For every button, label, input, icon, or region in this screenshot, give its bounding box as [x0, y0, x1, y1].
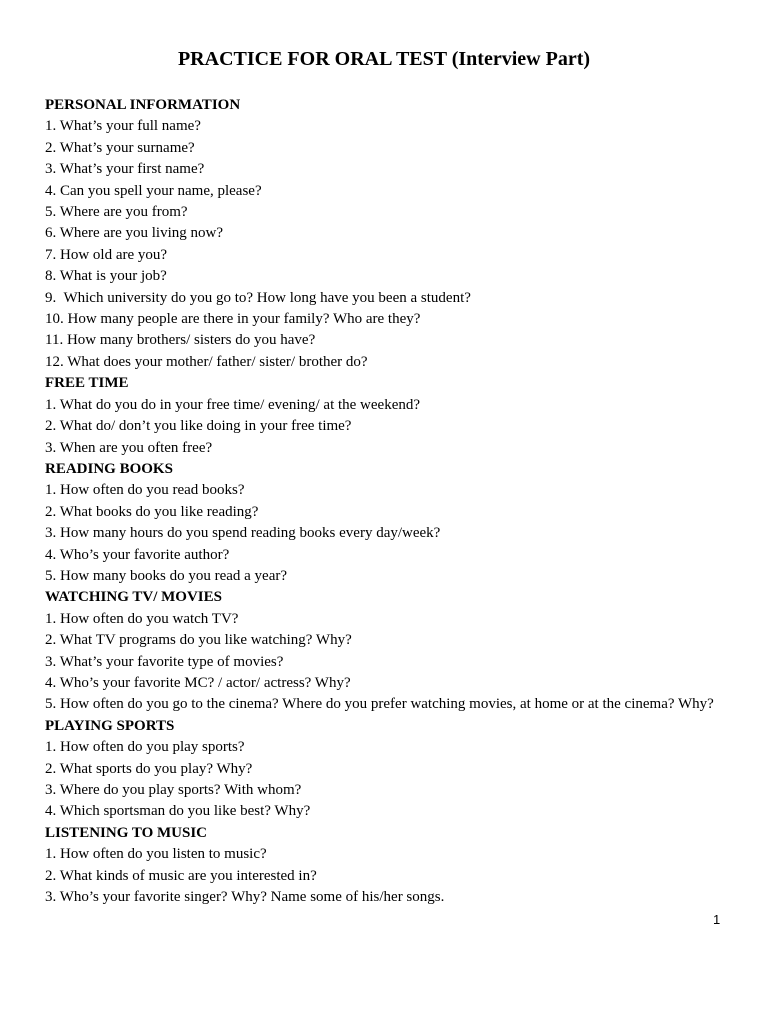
question-item: 1. What do you do in your free time/ evening/ at the weekend?: [45, 396, 421, 413]
question-item: 4. Which sportsman do you like best? Why?: [45, 803, 311, 820]
question-item: 3. What’s your first name?: [45, 161, 205, 178]
question-item: 3. How many hours do you spend reading books every day/week?: [45, 525, 441, 542]
section-heading: LISTENING TO MUSIC: [45, 824, 207, 841]
question-item: 1. How often do you play sports?: [45, 739, 245, 756]
question-item: 1. How often do you watch TV?: [45, 610, 239, 627]
question-item: 1. How often do you listen to music?: [45, 846, 267, 863]
question-item: 2. What kinds of music are you interested in?: [45, 867, 317, 884]
question-item: 1. What’s your full name?: [45, 118, 201, 135]
question-item: 5. Where are you from?: [45, 204, 188, 221]
question-item: 4. Who’s your favorite MC? / actor/ actress? Why?: [45, 674, 351, 691]
section-heading: READING BOOKS: [45, 460, 173, 477]
question-item: 3. When are you often free?: [45, 439, 213, 456]
section-heading: FREE TIME: [45, 375, 129, 392]
question-item: 3. Who’s your favorite singer? Why? Name some of his/her songs.: [45, 889, 445, 906]
question-item: 7. How old are you?: [45, 246, 168, 263]
page-number: 1: [713, 912, 721, 927]
question-item: 12. What does your mother/ father/ sister/ brother do?: [45, 353, 368, 370]
question-item: 6. Where are you living now?: [45, 225, 224, 242]
question-item: 10. How many people are there in your family? Who are they?: [45, 311, 421, 328]
section-heading: PLAYING SPORTS: [45, 717, 175, 734]
question-item: 1. How often do you read books?: [45, 482, 245, 499]
question-item: 8. What is your job?: [45, 268, 167, 285]
section: [45, 95, 745, 373]
page-title: PRACTICE FOR ORAL TEST (Interview Part): [177, 48, 591, 70]
question-item: 2. What’s your surname?: [45, 139, 195, 156]
question-item: 4. Who’s your favorite author?: [45, 546, 230, 563]
question-item: 2. What books do you like reading?: [45, 503, 259, 520]
question-item: 3. What’s your favorite type of movies?: [45, 653, 284, 670]
section: [45, 716, 745, 823]
document-body: [45, 95, 745, 908]
question-item: 5. How often do you go to the cinema? Where do you prefer watching movies, at home or at the cinema? Why?: [45, 696, 714, 713]
section: [45, 459, 745, 587]
question-item: 2. What do/ don’t you like doing in your free time?: [45, 418, 352, 435]
question-item: 2. What TV programs do you like watching? Why?: [45, 632, 352, 649]
section-heading: WATCHING TV/ MOVIES: [45, 589, 222, 606]
question-item: 4. Can you spell your name, please?: [45, 182, 262, 199]
question-item: 3. Where do you play sports? With whom?: [45, 782, 302, 798]
question-item: 9. Which university do you go to? How long have you been a student?: [45, 289, 471, 306]
question-item: 5. How many books do you read a year?: [45, 567, 288, 584]
section-heading: PERSONAL INFORMATION: [45, 97, 241, 113]
section: [45, 587, 745, 715]
section: [45, 373, 745, 459]
question-item: 11. How many brothers/ sisters do you have?: [45, 332, 316, 349]
section: [45, 823, 745, 909]
question-item: 2. What sports do you play? Why?: [45, 760, 253, 777]
